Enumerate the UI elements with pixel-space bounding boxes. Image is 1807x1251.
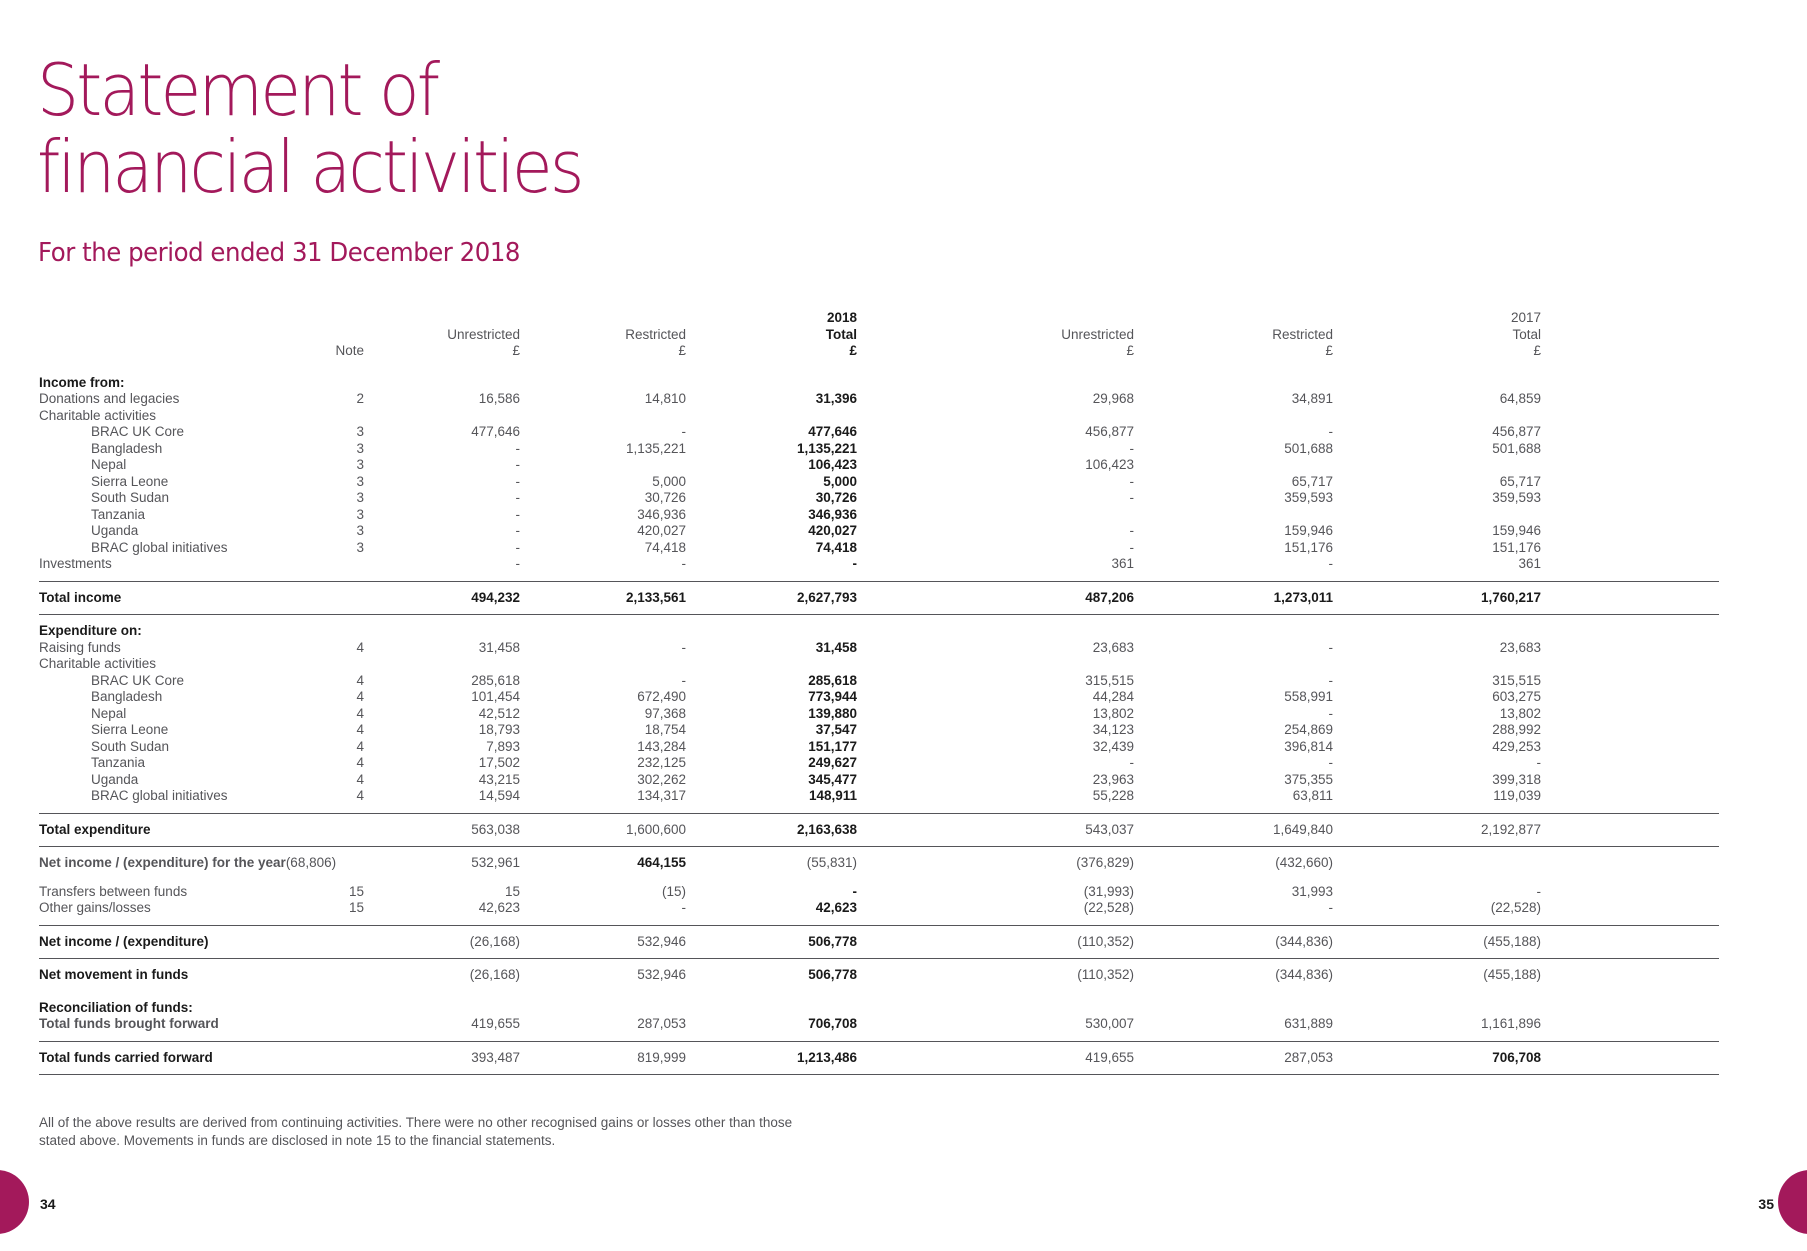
cell-total-2018: 249,627 bbox=[808, 755, 857, 770]
cell-restricted-2018: 420,027 bbox=[637, 523, 686, 538]
cell-restricted-2018: 5,000 bbox=[652, 473, 686, 489]
cell-unrestricted-2017: 530,007 bbox=[1085, 1016, 1134, 1031]
cell-unrestricted-2017: 487,206 bbox=[1085, 589, 1134, 605]
cell-restricted-2017: 631,889 bbox=[1284, 1016, 1333, 1031]
header-restricted-2018: Restricted bbox=[625, 326, 686, 342]
cell-restricted-2017: (344,836) bbox=[1275, 933, 1333, 949]
cell-unrestricted-2018: 532,961 bbox=[471, 855, 520, 870]
cell-restricted-2018: 532,946 bbox=[637, 967, 686, 982]
cell-restricted-2017: 359,593 bbox=[1284, 490, 1333, 505]
net-income-row bbox=[39, 934, 1719, 951]
cell-unrestricted-2017: 419,655 bbox=[1085, 1049, 1134, 1065]
cell-unrestricted-2017: (376,829) bbox=[1076, 855, 1134, 870]
brought-forward-row bbox=[39, 1016, 1719, 1033]
cell-restricted-2018: 287,053 bbox=[637, 1016, 686, 1031]
cell-restricted-2017: (344,836) bbox=[1275, 967, 1333, 982]
table-row bbox=[39, 739, 1719, 756]
table-row bbox=[39, 523, 1719, 540]
cell-total-2017: 65,717 bbox=[1499, 473, 1541, 489]
cell-restricted-2017: - bbox=[1328, 556, 1333, 571]
cell-total-2018: 42,623 bbox=[815, 900, 857, 915]
cell-unrestricted-2017: - bbox=[1129, 539, 1134, 555]
cell-unrestricted-2018: 563,038 bbox=[471, 821, 520, 837]
row-label: Uganda bbox=[91, 523, 139, 538]
row-label: Other gains/losses bbox=[39, 900, 151, 915]
cell-total-2017: 13,802 bbox=[1499, 705, 1541, 721]
financial-table bbox=[39, 310, 1719, 1075]
transfer-rows bbox=[39, 884, 1719, 917]
header-currency: £ bbox=[678, 343, 686, 358]
section-heading-reconciliation bbox=[39, 1000, 1719, 1017]
row-label bbox=[39, 855, 336, 872]
cell-total-2018: 1,135,221 bbox=[796, 440, 857, 456]
cell-unrestricted-2017: (31,993) bbox=[1083, 883, 1134, 899]
cell-total-2018: 74,418 bbox=[815, 539, 857, 555]
table-row bbox=[39, 424, 1719, 441]
row-note: 15 bbox=[348, 900, 364, 915]
row-note: 4 bbox=[356, 788, 364, 803]
cell-total-2018: 420,027 bbox=[808, 523, 857, 538]
table-row bbox=[39, 441, 1719, 458]
cell-restricted-2018: - bbox=[681, 900, 686, 915]
row-note: 4 bbox=[356, 722, 364, 737]
cell-unrestricted-2017: 315,515 bbox=[1085, 672, 1134, 688]
cell-unrestricted-2017: 29,968 bbox=[1092, 391, 1134, 406]
row-label: Bangladesh bbox=[91, 689, 163, 704]
row-label: BRAC UK Core bbox=[91, 424, 185, 439]
header-currency: £ bbox=[1325, 343, 1333, 358]
cell-total-2018: 31,458 bbox=[815, 639, 857, 655]
cell-unrestricted-2018: 15 bbox=[504, 883, 520, 899]
cell-total-2018: 1,213,486 bbox=[796, 1049, 857, 1065]
cell-total-2017: - bbox=[1536, 883, 1541, 899]
row-note: 4 bbox=[356, 755, 364, 770]
cell-restricted-2017: 34,891 bbox=[1291, 391, 1333, 406]
cell-unrestricted-2018: 101,454 bbox=[471, 689, 520, 704]
cell-total-2018: 106,423 bbox=[808, 457, 857, 472]
cell-restricted-2018: 1,600,600 bbox=[625, 821, 686, 837]
cell-unrestricted-2018: - bbox=[515, 523, 520, 538]
net-income-year-note-value: (68,806) bbox=[285, 855, 337, 870]
row-note: 3 bbox=[356, 506, 364, 522]
cell-unrestricted-2018: 17,502 bbox=[478, 755, 520, 770]
header-row-currency bbox=[39, 343, 1719, 360]
cell-restricted-2018: - bbox=[681, 424, 686, 439]
cell-restricted-2018: 74,418 bbox=[644, 539, 686, 555]
row-label: BRAC UK Core bbox=[91, 672, 185, 688]
row-label: Net movement in funds bbox=[39, 967, 189, 982]
cell-unrestricted-2018: - bbox=[515, 490, 520, 505]
header-year-2017: 2017 bbox=[1510, 310, 1541, 325]
cell-unrestricted-2018: 419,655 bbox=[471, 1016, 520, 1031]
row-label: Uganda bbox=[91, 771, 139, 787]
cell-unrestricted-2018: 18,793 bbox=[478, 722, 520, 737]
cell-restricted-2018: 1,135,221 bbox=[625, 440, 686, 456]
cell-total-2017: (455,188) bbox=[1483, 967, 1541, 982]
cell-restricted-2017: 287,053 bbox=[1284, 1049, 1333, 1065]
row-note: 4 bbox=[356, 689, 364, 704]
table-row bbox=[39, 673, 1719, 690]
net-income-year-label: Net income / (expenditure) for the year bbox=[39, 855, 286, 870]
row-label: Charitable activities bbox=[39, 656, 157, 671]
cell-restricted-2018: 143,284 bbox=[637, 738, 686, 754]
cell-unrestricted-2017: (110,352) bbox=[1077, 967, 1134, 982]
cell-total-2018: 345,477 bbox=[808, 771, 857, 787]
cell-restricted-2017: (432,660) bbox=[1275, 855, 1333, 870]
cell-total-2018: 2,627,793 bbox=[796, 589, 857, 605]
row-label: Bangladesh bbox=[91, 440, 163, 456]
footnote: All of the above results are derived from continuing activities. There were no other recognised gains or losses other than those stated above. Movements in funds are disclosed in note 15 to the financial statements. bbox=[39, 1115, 793, 1148]
cell-restricted-2017: 558,991 bbox=[1284, 689, 1333, 704]
cell-unrestricted-2017: 55,228 bbox=[1092, 788, 1134, 803]
table-row bbox=[39, 772, 1719, 789]
section-heading-income bbox=[39, 375, 1719, 392]
cell-unrestricted-2017: - bbox=[1129, 490, 1134, 505]
row-note: 2 bbox=[356, 391, 364, 406]
cell-unrestricted-2017: 44,284 bbox=[1092, 689, 1134, 704]
table-row bbox=[39, 656, 1719, 673]
cell-unrestricted-2017: - bbox=[1129, 473, 1134, 489]
cell-total-2017: 151,176 bbox=[1492, 539, 1541, 555]
cell-restricted-2018: 18,754 bbox=[644, 722, 686, 737]
cell-total-2018: - bbox=[852, 883, 857, 899]
cell-total-2017: 2,192,877 bbox=[1480, 821, 1541, 837]
cell-total-2017: 603,275 bbox=[1492, 689, 1541, 704]
cell-unrestricted-2018: - bbox=[515, 539, 520, 555]
header-currency: £ bbox=[849, 343, 857, 358]
cell-total-2018: 285,618 bbox=[808, 672, 857, 688]
divider bbox=[39, 1074, 1719, 1075]
cell-restricted-2018: (15) bbox=[661, 883, 686, 899]
cell-total-2018: 346,936 bbox=[808, 506, 857, 522]
cell-total-2018: 151,177 bbox=[808, 738, 857, 754]
cell-unrestricted-2017: (22,528) bbox=[1083, 900, 1134, 915]
cell-total-2018: 37,547 bbox=[815, 722, 857, 737]
cell-total-2017: 23,683 bbox=[1499, 639, 1541, 655]
carried-forward-row bbox=[39, 1050, 1719, 1067]
total-income-row bbox=[39, 590, 1719, 607]
table-row bbox=[39, 507, 1719, 524]
row-label: Total income bbox=[39, 589, 122, 605]
page-number-right: 35 bbox=[1758, 1196, 1774, 1212]
cell-unrestricted-2018: 14,594 bbox=[478, 788, 520, 803]
row-note: 3 bbox=[356, 440, 364, 456]
net-movement-row bbox=[39, 967, 1719, 984]
cell-unrestricted-2017: 543,037 bbox=[1085, 821, 1134, 837]
cell-unrestricted-2018: 494,232 bbox=[471, 589, 520, 605]
header-restricted-2017: Restricted bbox=[1272, 326, 1333, 342]
header-row-type bbox=[39, 327, 1719, 344]
cell-restricted-2017: 375,355 bbox=[1284, 771, 1333, 787]
row-label: Nepal bbox=[91, 457, 127, 472]
row-note: 4 bbox=[356, 738, 364, 754]
cell-unrestricted-2017: 32,439 bbox=[1092, 738, 1134, 754]
page-subtitle: For the period ended 31 December 2018 bbox=[38, 238, 520, 268]
row-label: BRAC global initiatives bbox=[91, 788, 228, 803]
cell-unrestricted-2017: 361 bbox=[1111, 556, 1134, 571]
table-row bbox=[39, 884, 1719, 901]
header-year-2018: 2018 bbox=[826, 310, 857, 325]
row-label: Net income / (expenditure) bbox=[39, 933, 209, 949]
cell-restricted-2017: 151,176 bbox=[1284, 539, 1333, 555]
cell-restricted-2018: - bbox=[681, 556, 686, 571]
cell-restricted-2018: 672,490 bbox=[637, 689, 686, 704]
income-rows bbox=[39, 391, 1719, 573]
cell-restricted-2018: 346,936 bbox=[637, 506, 686, 522]
cell-restricted-2017: 65,717 bbox=[1291, 473, 1333, 489]
cell-restricted-2018: 302,262 bbox=[637, 771, 686, 787]
cell-unrestricted-2017: - bbox=[1129, 440, 1134, 456]
cell-restricted-2018: 30,726 bbox=[644, 490, 686, 505]
cell-total-2017: 359,593 bbox=[1492, 490, 1541, 505]
cell-unrestricted-2018: - bbox=[515, 440, 520, 456]
cell-total-2017: 399,318 bbox=[1492, 771, 1541, 787]
cell-total-2018: (55,831) bbox=[806, 855, 857, 870]
section-heading-expenditure bbox=[39, 623, 1719, 640]
cell-restricted-2018: 532,946 bbox=[637, 933, 686, 949]
cell-total-2017: 315,515 bbox=[1492, 672, 1541, 688]
cell-unrestricted-2018: - bbox=[515, 457, 520, 472]
header-unrestricted-2018: Unrestricted bbox=[447, 326, 520, 342]
cell-total-2018: 506,778 bbox=[808, 967, 857, 982]
cell-restricted-2018: - bbox=[681, 672, 686, 688]
cell-restricted-2017: 63,811 bbox=[1292, 788, 1333, 803]
row-note: 3 bbox=[356, 490, 364, 505]
table-row bbox=[39, 474, 1719, 491]
header-total-2018: Total bbox=[825, 326, 857, 342]
cell-total-2017: 159,946 bbox=[1492, 523, 1541, 538]
cell-unrestricted-2017: 23,963 bbox=[1092, 771, 1134, 787]
table-row bbox=[39, 408, 1719, 425]
row-note: 15 bbox=[348, 883, 364, 899]
row-note: 3 bbox=[356, 457, 364, 472]
row-note: 4 bbox=[356, 705, 364, 721]
cell-unrestricted-2018: 285,618 bbox=[471, 672, 520, 688]
cell-total-2018: 139,880 bbox=[808, 705, 857, 721]
cell-restricted-2017: - bbox=[1328, 424, 1333, 439]
row-label: Total expenditure bbox=[39, 821, 151, 837]
cell-total-2017: 1,760,217 bbox=[1480, 589, 1541, 605]
page-marker-right bbox=[1778, 1170, 1807, 1234]
cell-total-2017: 119,039 bbox=[1493, 788, 1541, 803]
row-note: 4 bbox=[356, 639, 364, 655]
row-label: South Sudan bbox=[91, 738, 170, 754]
table-row bbox=[39, 788, 1719, 805]
row-label: Total funds brought forward bbox=[39, 1016, 219, 1031]
table-row bbox=[39, 689, 1719, 706]
cell-unrestricted-2018: 42,512 bbox=[478, 705, 520, 721]
table-row bbox=[39, 640, 1719, 657]
row-label: Tanzania bbox=[91, 755, 146, 770]
cell-unrestricted-2017: (110,352) bbox=[1077, 933, 1134, 949]
header-note: Note bbox=[335, 343, 364, 358]
table-row bbox=[39, 706, 1719, 723]
cell-restricted-2017: 1,649,840 bbox=[1272, 821, 1333, 837]
cell-restricted-2018: 2,133,561 bbox=[625, 589, 686, 605]
cell-restricted-2017: - bbox=[1328, 639, 1333, 655]
cell-unrestricted-2017: 13,802 bbox=[1092, 705, 1134, 721]
cell-unrestricted-2017: 106,423 bbox=[1085, 457, 1134, 472]
row-label: Investments bbox=[39, 556, 112, 571]
cell-total-2017: 64,859 bbox=[1499, 391, 1541, 406]
cell-unrestricted-2017: 23,683 bbox=[1092, 639, 1134, 655]
cell-total-2018: 477,646 bbox=[808, 424, 857, 439]
table-row bbox=[39, 556, 1719, 573]
income-heading: Income from: bbox=[39, 374, 125, 390]
row-label: Charitable activities bbox=[39, 407, 157, 423]
cell-total-2017: 501,688 bbox=[1492, 440, 1541, 456]
page-marker-left bbox=[0, 1170, 29, 1234]
cell-restricted-2018: 14,810 bbox=[644, 391, 686, 406]
row-note: 3 bbox=[356, 424, 364, 439]
cell-total-2018: 31,396 bbox=[815, 391, 857, 406]
cell-restricted-2018: 464,155 bbox=[637, 855, 686, 870]
cell-restricted-2018: 134,317 bbox=[637, 788, 686, 803]
cell-unrestricted-2018: (26,168) bbox=[469, 967, 520, 982]
cell-restricted-2017: - bbox=[1328, 672, 1333, 688]
table-row bbox=[39, 391, 1719, 408]
cell-restricted-2018: 819,999 bbox=[637, 1049, 686, 1065]
header-currency: £ bbox=[1126, 343, 1134, 358]
cell-unrestricted-2018: 7,893 bbox=[486, 738, 520, 754]
cell-restricted-2017: 1,273,011 bbox=[1273, 589, 1333, 605]
cell-unrestricted-2018: - bbox=[515, 506, 520, 522]
cell-total-2017: 288,992 bbox=[1492, 722, 1541, 737]
row-label: Donations and legacies bbox=[39, 391, 180, 406]
cell-unrestricted-2017: - bbox=[1129, 755, 1134, 770]
cell-total-2018: 5,000 bbox=[823, 473, 857, 489]
cell-restricted-2017: - bbox=[1328, 705, 1333, 721]
expenditure-heading: Expenditure on: bbox=[39, 623, 142, 638]
cell-restricted-2017: 159,946 bbox=[1284, 523, 1333, 538]
row-label: South Sudan bbox=[91, 490, 170, 505]
cell-restricted-2018: 232,125 bbox=[637, 755, 686, 770]
cell-total-2017: 429,253 bbox=[1492, 738, 1541, 754]
cell-total-2017: (455,188) bbox=[1483, 933, 1541, 949]
header-row-year bbox=[39, 310, 1719, 327]
cell-total-2018: 506,778 bbox=[808, 933, 857, 949]
expenditure-rows bbox=[39, 640, 1719, 805]
row-label: Sierra Leone bbox=[91, 473, 169, 489]
header-currency: £ bbox=[1533, 343, 1541, 358]
cell-unrestricted-2018: - bbox=[515, 556, 520, 571]
cell-total-2017: 706,708 bbox=[1492, 1049, 1541, 1065]
row-note: 4 bbox=[356, 771, 364, 787]
cell-restricted-2017: - bbox=[1328, 900, 1333, 915]
header-currency: £ bbox=[512, 343, 520, 358]
cell-unrestricted-2018: 31,458 bbox=[478, 639, 520, 655]
cell-unrestricted-2018: 42,623 bbox=[478, 900, 520, 915]
row-note: 3 bbox=[356, 539, 364, 555]
cell-restricted-2018: 97,368 bbox=[644, 705, 686, 721]
cell-total-2017: 456,877 bbox=[1492, 424, 1541, 439]
table-row bbox=[39, 540, 1719, 557]
net-income-year-row bbox=[39, 855, 1719, 872]
title-line-2: financial activities bbox=[37, 125, 582, 209]
title-line-1: Statement of bbox=[37, 48, 438, 132]
cell-unrestricted-2017: 456,877 bbox=[1085, 424, 1134, 439]
cell-unrestricted-2017: - bbox=[1129, 523, 1134, 538]
cell-restricted-2017: 501,688 bbox=[1284, 440, 1333, 456]
cell-unrestricted-2018: 43,215 bbox=[478, 771, 520, 787]
cell-total-2018: 773,944 bbox=[808, 689, 857, 704]
cell-restricted-2017: 31,993 bbox=[1291, 883, 1333, 899]
row-label: BRAC global initiatives bbox=[91, 539, 228, 555]
cell-total-2018: 148,911 bbox=[808, 788, 857, 803]
cell-restricted-2017: 254,869 bbox=[1284, 722, 1333, 737]
row-label: Tanzania bbox=[91, 506, 146, 522]
cell-unrestricted-2018: - bbox=[515, 473, 520, 489]
row-label: Sierra Leone bbox=[91, 722, 169, 737]
row-label: Raising funds bbox=[39, 639, 121, 655]
cell-unrestricted-2018: 477,646 bbox=[471, 424, 520, 439]
cell-total-2017: (22,528) bbox=[1490, 900, 1541, 915]
page-number-left: 34 bbox=[40, 1196, 56, 1212]
cell-total-2018: 30,726 bbox=[815, 490, 857, 505]
table-row bbox=[39, 722, 1719, 739]
cell-total-2017: - bbox=[1536, 755, 1541, 770]
cell-restricted-2017: 396,814 bbox=[1284, 738, 1333, 754]
cell-unrestricted-2017: 34,123 bbox=[1092, 722, 1134, 737]
row-label: Transfers between funds bbox=[39, 883, 188, 899]
cell-total-2017: 1,161,896 bbox=[1480, 1016, 1541, 1031]
table-row bbox=[39, 457, 1719, 474]
row-note: 3 bbox=[356, 523, 364, 538]
table-row bbox=[39, 755, 1719, 772]
cell-restricted-2017: - bbox=[1328, 755, 1333, 770]
cell-unrestricted-2018: 393,487 bbox=[471, 1049, 520, 1065]
row-note: 4 bbox=[356, 672, 364, 688]
cell-total-2018: 2,163,638 bbox=[796, 821, 857, 837]
row-label: Total funds carried forward bbox=[39, 1049, 213, 1065]
cell-total-2018: 706,708 bbox=[808, 1016, 857, 1031]
row-note: 3 bbox=[356, 473, 364, 489]
cell-unrestricted-2018: 16,586 bbox=[478, 391, 520, 406]
page-title bbox=[37, 48, 582, 209]
row-label: Nepal bbox=[91, 705, 127, 721]
total-expenditure-row bbox=[39, 822, 1719, 839]
header-total-2017: Total bbox=[1512, 326, 1541, 342]
table-row bbox=[39, 900, 1719, 917]
cell-total-2018: - bbox=[852, 556, 857, 571]
reconciliation-heading: Reconciliation of funds: bbox=[39, 999, 193, 1015]
cell-unrestricted-2018: (26,168) bbox=[469, 933, 520, 949]
cell-restricted-2018: - bbox=[681, 639, 686, 655]
cell-total-2017: 361 bbox=[1518, 556, 1541, 571]
header-unrestricted-2017: Unrestricted bbox=[1061, 326, 1134, 342]
table-row bbox=[39, 490, 1719, 507]
